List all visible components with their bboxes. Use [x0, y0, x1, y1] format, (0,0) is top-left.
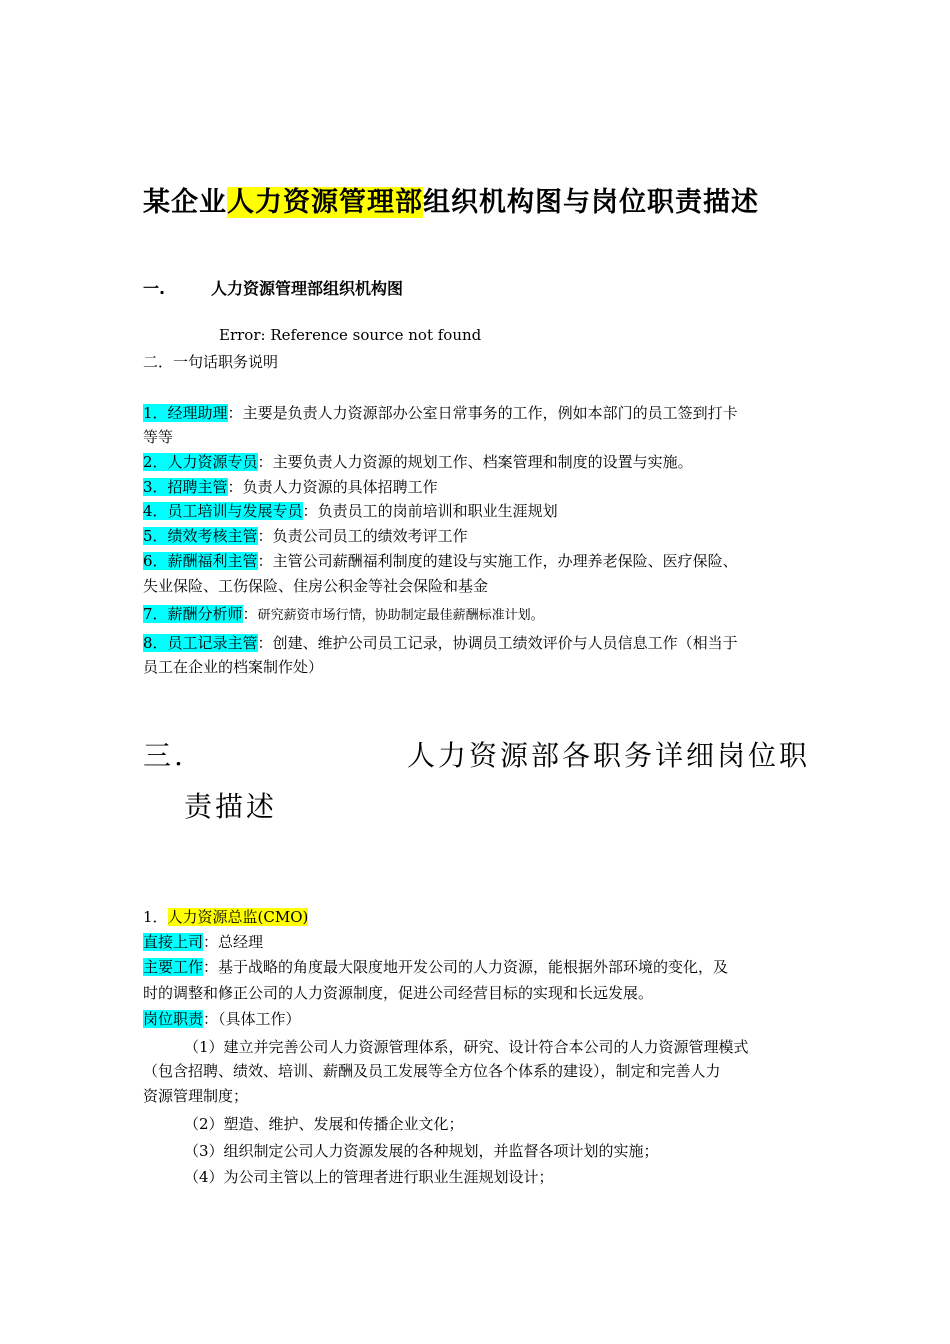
responsibility-item: （2）塑造、维护、发展和传播企业文化； [184, 1115, 464, 1133]
duty-item [143, 451, 693, 472]
duty-label: 2．人力资源专员 [143, 453, 258, 471]
duty-label: 4．员工培训与发展专员 [143, 502, 303, 520]
duty-item [143, 603, 544, 624]
duty-text: 创建、维护公司员工记录，协调员工绩效评价与人员信息工作（相当于 [272, 634, 738, 652]
main-work-text: 基于战略的角度最大限度地开发公司的人力资源，能根据外部环境的变化，及 [218, 958, 729, 976]
duty-text-cont: 员工在企业的档案制作处） [143, 658, 324, 676]
duty-text: 负责员工的岗前培训和职业生涯规划 [317, 502, 558, 520]
duty-item [143, 550, 738, 571]
duty-label: 5．绩效考核主管 [143, 527, 258, 545]
duty-text: 研究薪资市场行情，协助制定最佳薪酬标准计划。 [257, 608, 544, 623]
responsibilities-sep: ： [203, 1010, 219, 1028]
duty-label: 6．薪酬福利主管 [143, 552, 258, 570]
section3-number: 三. [143, 739, 186, 772]
duty-sep: ： [257, 527, 273, 545]
duty-sep: ： [257, 634, 273, 652]
document-title [143, 180, 759, 219]
duty-label: 1．经理助理 [143, 404, 228, 422]
title-prefix: 某企业 [143, 187, 227, 218]
duty-text: 主管公司薪酬福利制度的建设与实施工作，办理养老保险、医疗保险、 [272, 552, 738, 570]
duty-text-cont: 等等 [143, 428, 174, 446]
section2-heading: 二．一句话职务说明 [143, 353, 279, 371]
responsibility-item-cont: （包含招聘、绩效、培训、薪酬及员工发展等全方位各个体系的建设），制定和完善人力 [143, 1062, 721, 1080]
job-responsibilities [143, 1008, 301, 1029]
job-main-work [143, 956, 728, 977]
superior-label: 直接上司 [143, 933, 204, 951]
section3-heading-cont: 责描述 [184, 790, 278, 823]
job-number: 1． [143, 908, 168, 926]
duty-sep: ： [227, 478, 243, 496]
superior-value: 总经理 [218, 933, 264, 951]
duty-sep: ： [302, 502, 318, 520]
superior-sep: ： [203, 933, 219, 951]
duty-text: 主要是负责人力资源部办公室日常事务的工作，例如本部门的员工签到打卡 [242, 404, 738, 422]
section1-number: 一. [143, 279, 166, 298]
duty-text-cont: 失业保险、工伤保险、住房公积金等社会保险和基金 [143, 577, 489, 595]
error-reference-text: Error: Reference source not found [219, 326, 482, 344]
main-work-text-cont: 时的调整和修正公司的人力资源制度，促进公司经营目标的实现和长远发展。 [143, 984, 654, 1002]
responsibilities-label: 岗位职责 [143, 1010, 204, 1028]
duty-label: 3．招聘主管 [143, 478, 228, 496]
duty-item [143, 402, 738, 423]
duty-text: 主要负责人力资源的规划工作、档案管理和制度的设置与实施。 [272, 453, 693, 471]
responsibility-item: （4）为公司主管以上的管理者进行职业生涯规划设计； [184, 1168, 554, 1186]
duty-text: 负责公司员工的绩效考评工作 [272, 527, 468, 545]
title-highlight: 人力资源管理部 [227, 187, 423, 218]
duty-label: 8．员工记录主管 [143, 634, 258, 652]
duty-sep: ： [257, 552, 273, 570]
duty-text: 负责人力资源的具体招聘工作 [242, 478, 438, 496]
duty-sep: ： [257, 453, 273, 471]
responsibility-item-cont: 资源管理制度； [143, 1087, 249, 1105]
duty-label: 7．薪酬分析师 [143, 605, 243, 623]
duty-item [143, 632, 738, 653]
responsibility-item: （3）组织制定公司人力资源发展的各种规划，并监督各项计划的实施； [184, 1142, 659, 1160]
duty-item [143, 525, 468, 546]
main-work-label: 主要工作 [143, 958, 204, 976]
title-suffix: 组织机构图与岗位职责描述 [423, 187, 759, 218]
responsibility-item: （1）建立并完善公司人力资源管理体系，研究、设计符合本公司的人力资源管理模式 [184, 1038, 749, 1056]
main-work-sep: ： [203, 958, 219, 976]
job-superior [143, 931, 263, 952]
duty-sep: ： [242, 605, 258, 623]
duty-item [143, 476, 438, 497]
duty-sep: ： [227, 404, 243, 422]
responsibilities-value: （具体工作） [218, 1010, 301, 1028]
section3-heading: 人力资源部各职务详细岗位职 [407, 739, 811, 772]
duty-item [143, 500, 558, 521]
section1-heading: 人力资源管理部组织机构图 [211, 279, 404, 298]
job-title: 人力资源总监(CMO) [167, 908, 309, 926]
job-title-line [143, 906, 308, 927]
